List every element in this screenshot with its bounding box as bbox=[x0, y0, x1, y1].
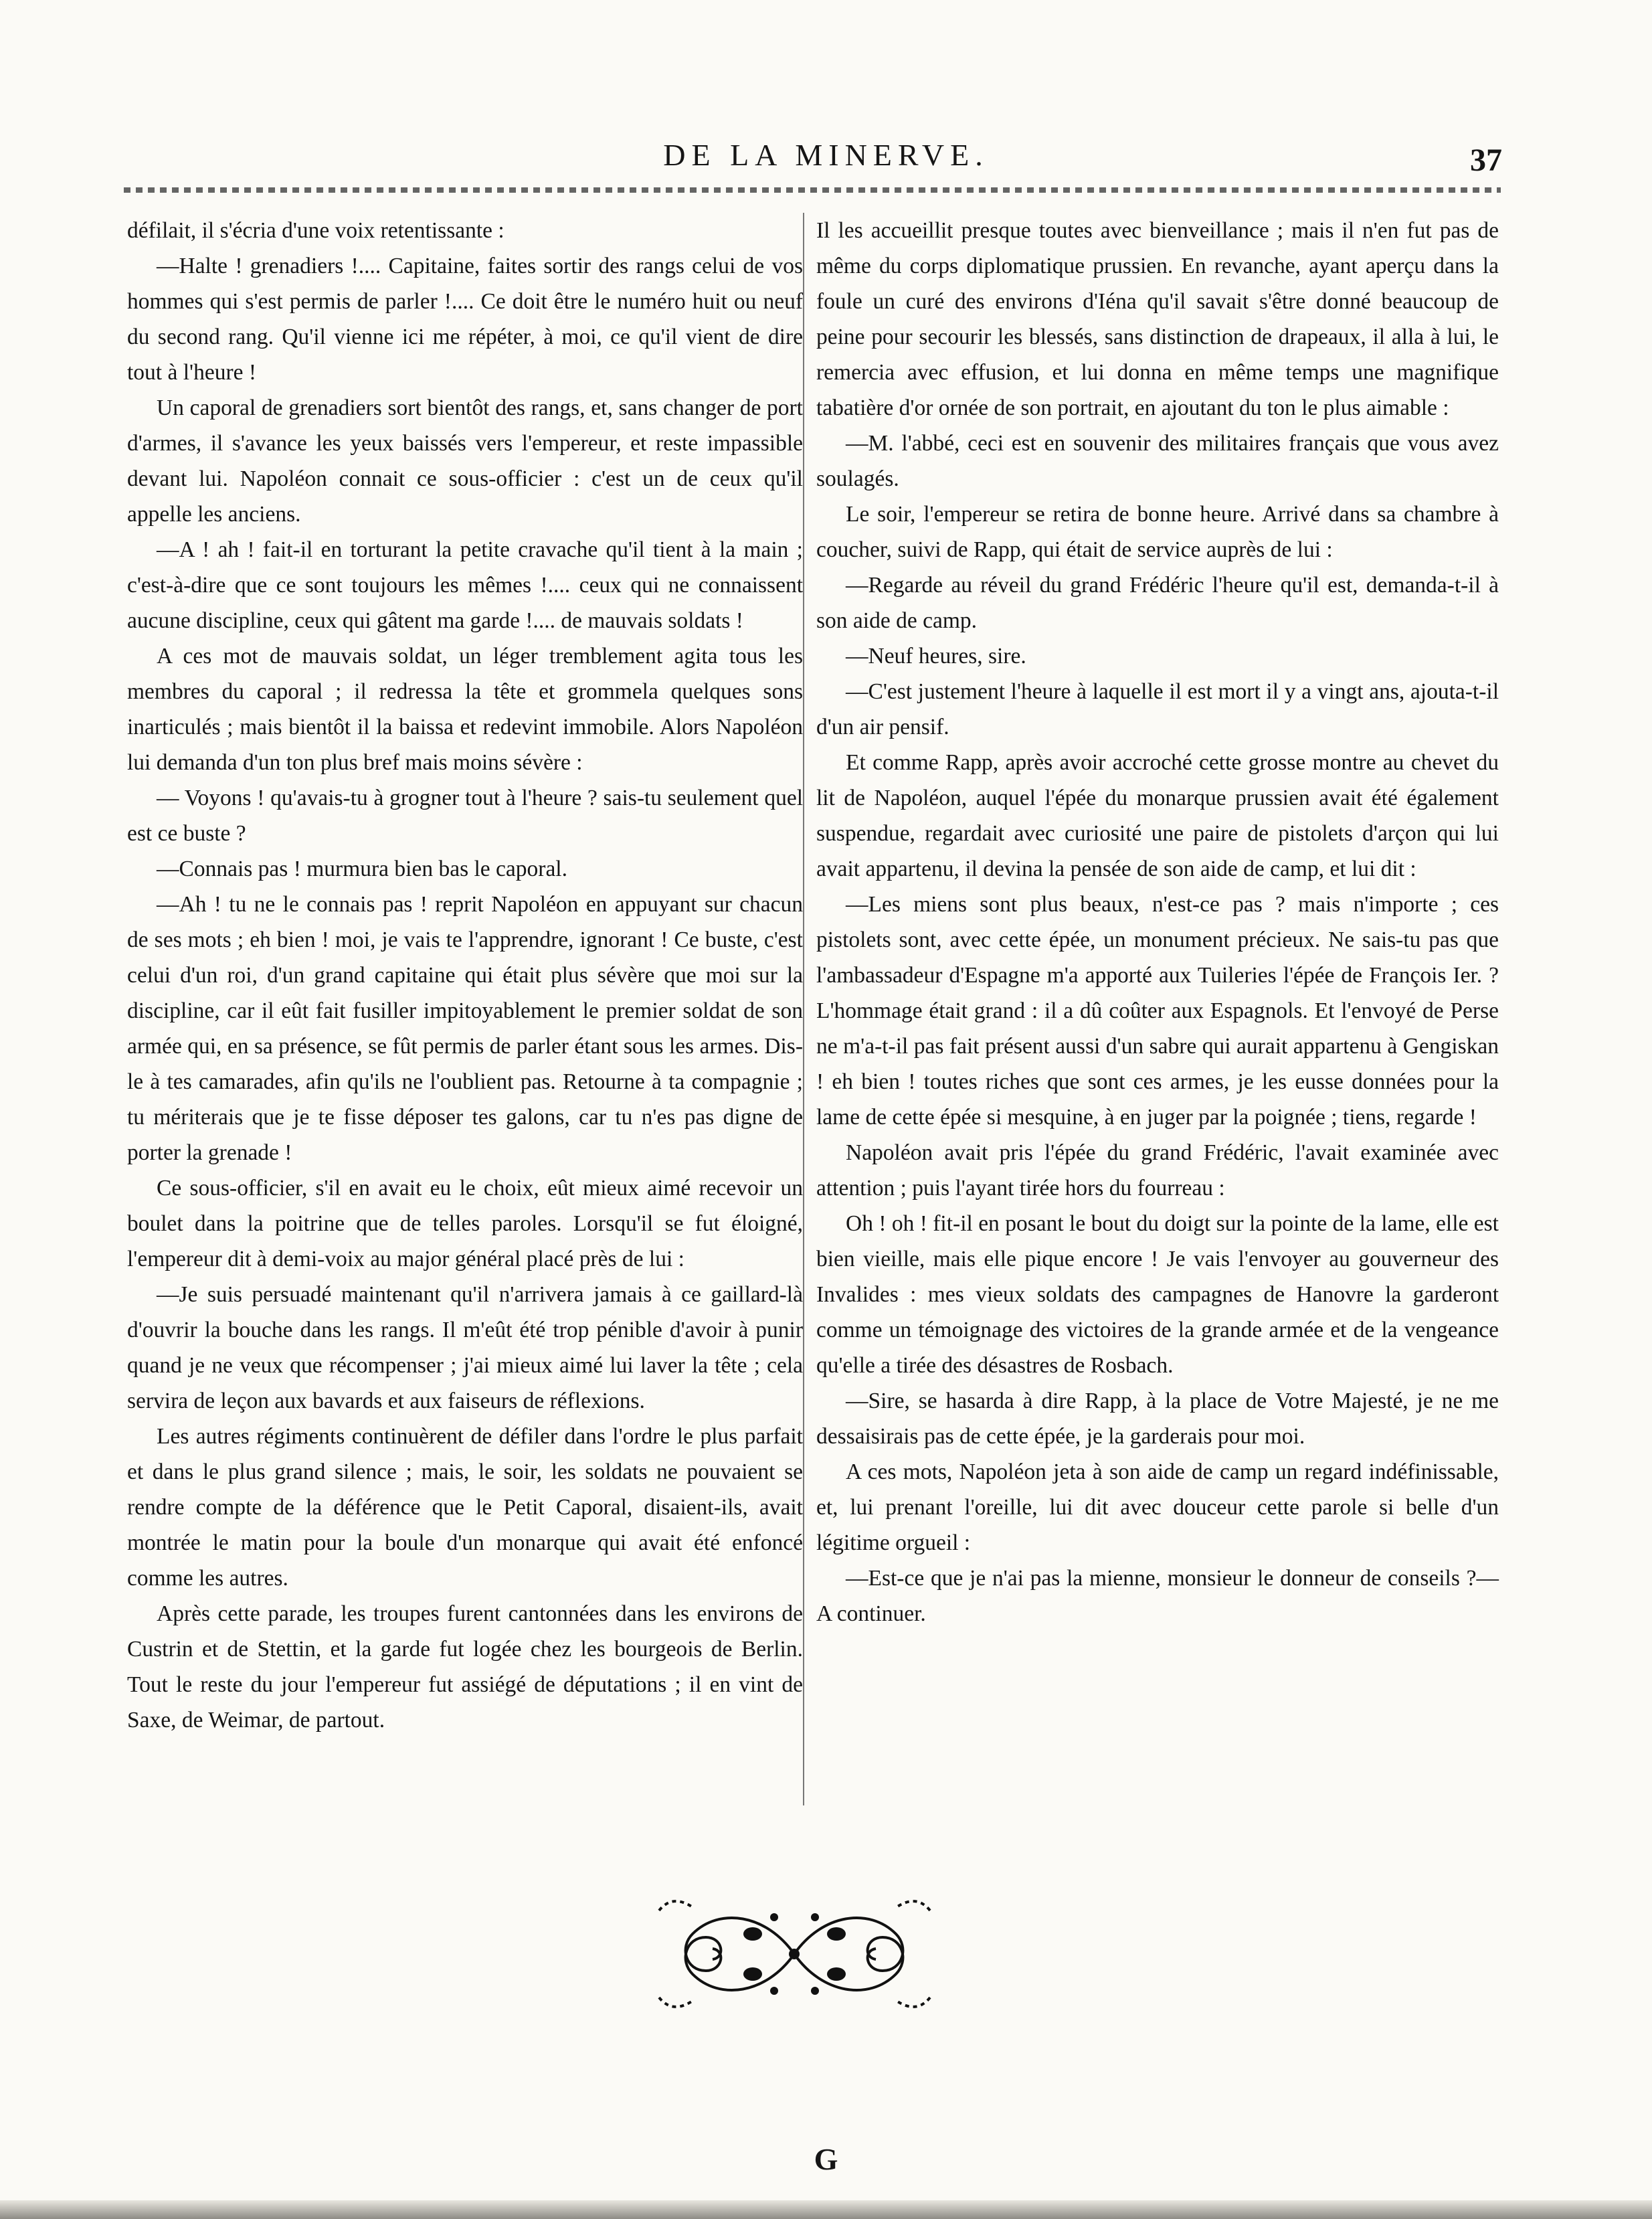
page-number: 37 bbox=[1470, 143, 1502, 178]
signature-mark: G bbox=[814, 2142, 838, 2176]
right-column bbox=[816, 213, 1499, 1631]
paragraph: —A ! ah ! fait-il en torturant la petite cravache qu'il tient à la main ; c'est-à-dire que ce sont toujours les mêmes !.... ceux qui ne connaissent aucune discipline, ceux qui gâtent ma garde !.... de mauvais soldats ! bbox=[127, 537, 803, 633]
paragraph: —Les miens sont plus beaux, n'est-ce pas ? mais n'importe ; ces pistolets sont, avec cette épée, un monument précieux. Ne sais-tu pas que l'ambassadeur d'Espagne m'a apporté aux Tuileries l'épée de François Ier. ? L'hommage était grand : il a dû coûter aux Espagnols. Et l'envoyé de Perse ne m'a-t-il pas fait présent aussi d'un sabre qui aurait appartenu à Gengiskan ! eh bien ! toutes riches que sont ces armes, je les eusse données pour la lame de cette épée si mesquine, à en juger par la poignée ; tiens, regarde ! bbox=[816, 892, 1499, 1130]
paragraph: Les autres régiments continuèrent de défiler dans l'ordre le plus parfait et dans le plus grand silence ; mais, le soir, les soldats ne pouvaient se rendre compte de la déférence que le Petit Caporal, disaient-ils, avait montrée le matin pour la boule d'un monarque qui avait été enfoncé comme les autres. bbox=[127, 1424, 803, 1591]
paragraph: Et comme Rapp, après avoir accroché cette grosse montre au chevet du lit de Napoléon, auquel l'épée du monarque prussien avait été également suspendue, regardait avec curiosité une paire de pistolets d'arçon qui lui avait appartenu, il devina la pensée de son aide de camp, et lui dit : bbox=[816, 750, 1499, 881]
paragraph: défilait, il s'écria d'une voix retentissante : bbox=[127, 218, 504, 243]
paragraph: Il les accueillit presque toutes avec bienveillance ; mais il n'en fut pas de même du corps diplomatique prussien. En revanche, ayant aperçu dans la foule un curé des environs d'Iéna qu'il savait s'être donné beaucoup de peine pour secourir les blessés, sans distinction de drapeaux, il alla à lui, le remercia avec effusion, et lui donna en même temps une magnifique tabatière d'or ornée de son portrait, en ajoutant du ton le plus aimable : bbox=[816, 218, 1499, 420]
paragraph: —Je suis persuadé maintenant qu'il n'arrivera jamais à ce gaillard-là d'ouvrir la bouche dans les rangs. Il m'eût été trop pénible d'avoir à punir quand je ne veux que récompenser ; j'ai mieux aimé lui laver la tête ; cela servira de leçon aux bavards et aux faiseurs de réflexions. bbox=[127, 1282, 803, 1413]
paragraph: Ce sous-officier, s'il en avait eu le choix, eût mieux aimé recevoir un boulet dans la poitrine que de telles paroles. Lorsqu'il se fut éloigné, l'empereur dit à demi-voix au major général placé près de lui : bbox=[127, 1176, 803, 1271]
paragraph: — Voyons ! qu'avais-tu à grogner tout à l'heure ? sais-tu seulement quel est ce buste ? bbox=[127, 786, 803, 846]
paragraph: —M. l'abbé, ceci est en souvenir des militaires français que vous avez soulagés. bbox=[816, 431, 1499, 491]
column-divider bbox=[803, 213, 804, 1805]
running-header: DE LA MINERVE. bbox=[663, 138, 989, 172]
paragraph: Napoléon avait pris l'épée du grand Frédéric, l'avait examinée avec attention ; puis l'ayant tirée hors du fourreau : bbox=[816, 1140, 1499, 1201]
page-edge bbox=[0, 2200, 1652, 2219]
paragraph: —Regarde au réveil du grand Frédéric l'heure qu'il est, demanda-t-il à son aide de camp. bbox=[816, 573, 1499, 633]
paragraph: Un caporal de grenadiers sort bientôt des rangs, et, sans changer de port d'armes, il s'avance les yeux baissés vers l'empereur, et reste impassible devant lui. Napoléon connait ce sous-officier : c'est un de ceux qu'il appelle les anciens. bbox=[127, 395, 803, 527]
paragraph: Le soir, l'empereur se retira de bonne heure. Arrivé dans sa chambre à coucher, suivi de Rapp, qui était de service auprès de lui : bbox=[816, 502, 1499, 562]
paragraph: A ces mots, Napoléon jeta à son aide de camp un regard indéfinissable, et, lui prenant l'oreille, lui dit avec douceur cette parole si belle d'un légitime orgueil : bbox=[816, 1459, 1499, 1555]
paragraph: —Est-ce que je n'ai pas la mienne, monsieur le donneur de conseils ?—A continuer. bbox=[816, 1566, 1499, 1626]
paragraph: —C'est justement l'heure à laquelle il est mort il y a vingt ans, ajouta-t-il d'un air pensif. bbox=[816, 679, 1499, 739]
paragraph: —Halte ! grenadiers !.... Capitaine, faites sortir des rangs celui de vos hommes qui s'est permis de parler !.... Ce doit être le numéro huit ou neuf du second rang. Qu'il vienne ici me répéter, à moi, ce qu'il vient de dire tout à l'heure ! bbox=[127, 254, 803, 385]
paragraph: Oh ! oh ! fit-il en posant le bout du doigt sur la pointe de la lame, elle est bien vieille, mais elle pique encore ! Je vais l'envoyer au gouverneur des Invalides : mes vieux soldats des campagnes de Hanovre la garderont comme un témoignage des victoires de la grande armée et de la vengeance qu'elle a tirée des désastres de Rosbach. bbox=[816, 1211, 1499, 1378]
paragraph: A ces mot de mauvais soldat, un léger tremblement agita tous les membres du caporal ; il redressa la tête et grommela quelques sons inarticulés ; mais bientôt il la baissa et redevint immobile. Alors Napoléon lui demanda d'un ton plus bref mais moins sévère : bbox=[127, 644, 803, 775]
paragraph: —Neuf heures, sire. bbox=[846, 644, 1026, 669]
paragraph: —Sire, se hasarda à dire Rapp, à la place de Votre Majesté, je ne me dessaisirais pas de cette épée, je la garderais pour moi. bbox=[816, 1389, 1499, 1449]
paragraph: —Ah ! tu ne le connais pas ! reprit Napoléon en appuyant sur chacun de ses mots ; eh bien ! moi, je vais te l'apprendre, ignorant ! Ce buste, c'est celui d'un roi, d'un grand capitaine qui était plus sévère que moi sur la discipline, car il eût fait fusiller impitoyablement le premier soldat de son armée qui, en sa présence, se fût permis de parler étant sous les armes. Dis-le à tes camarades, afin qu'ils ne l'oublient pas. Retourne à ta compagnie ; tu mériterais que je te fisse déposer tes galons, car tu n'es pas digne de porter la grenade ! bbox=[127, 892, 803, 1165]
header-rule bbox=[124, 187, 1501, 193]
floral-vignette-icon bbox=[652, 1887, 937, 2021]
paragraph: Après cette parade, les troupes furent cantonnées dans les environs de Custrin et de Stettin, et la garde fut logée chez les bourgeois de Berlin. Tout le reste du jour l'empereur fut assiégé de députations ; il en vint de Saxe, de Weimar, de partout. bbox=[127, 1601, 803, 1733]
left-column bbox=[127, 213, 803, 1738]
paragraph: —Connais pas ! murmura bien bas le caporal. bbox=[157, 857, 567, 881]
